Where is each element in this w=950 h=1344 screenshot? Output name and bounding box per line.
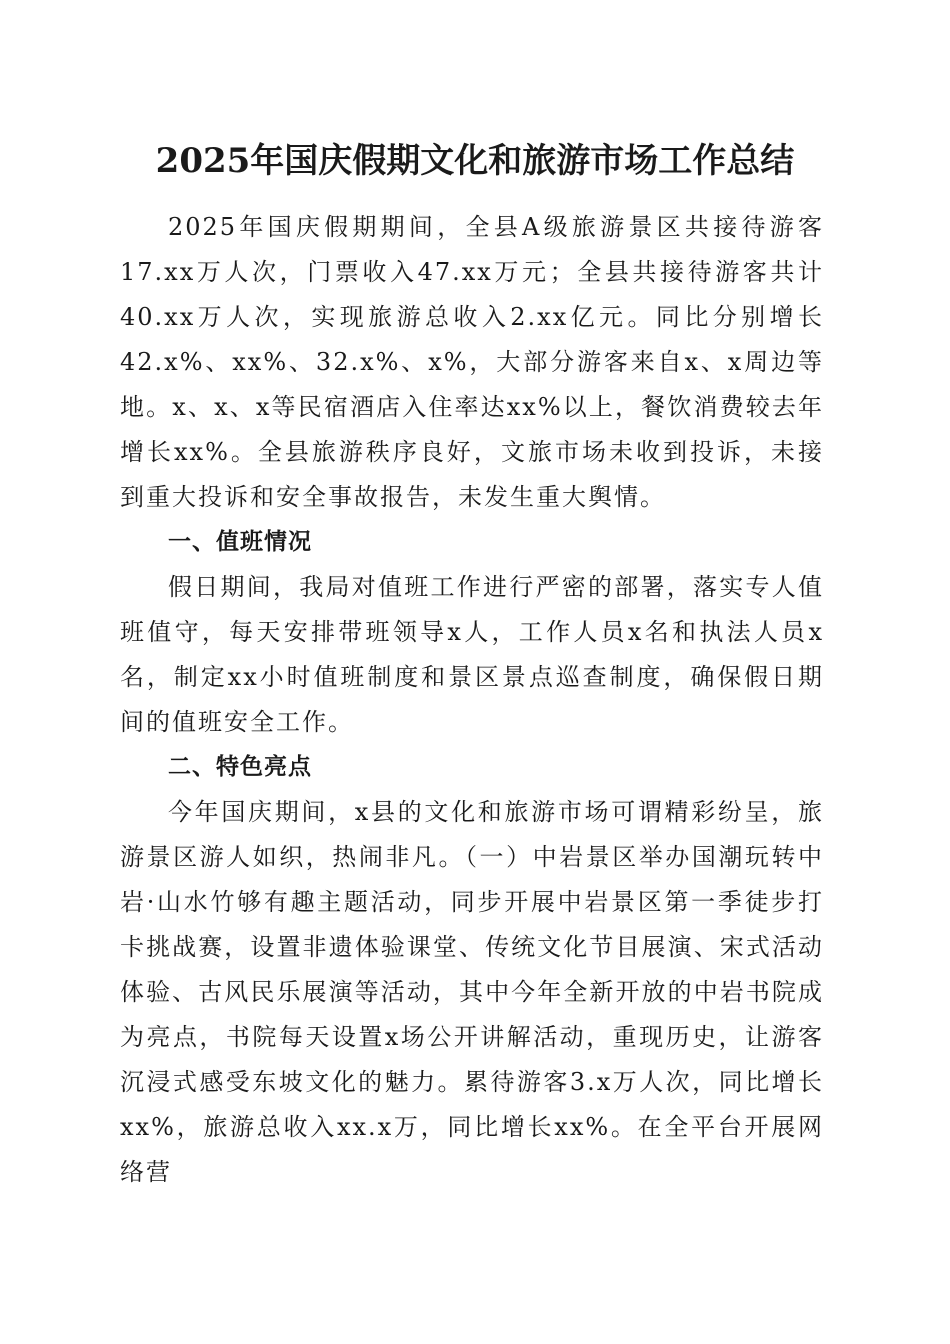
section-paragraph-duty: 假日期间，我局对值班工作进行严密的部署，落实专人值班值守，每天安排带班领导x人，工作人员x名和执法人员x名，制定xx小时值班制度和景区景点巡查制度，确保假日期间的值班安全工作。 — [120, 573, 824, 736]
document-body — [120, 205, 824, 1195]
section-heading-highlights: 二、特色亮点 — [168, 754, 312, 780]
document-title: 2025年国庆假期文化和旅游市场工作总结 — [155, 141, 795, 181]
intro-paragraph: 2025年国庆假期期间，全县A级旅游景区共接待游客17.xx万人次，门票收入47.xx万元；全县共接待游客共计40.xx万人次，实现旅游总收入2.xx亿元。同比分别增长42.x%、xx%、32.x%、x%，大部分游客来自x、x周边等地。x、x、x等民宿酒店入住率达xx%以上，餐饮消费较去年增长xx%。全县旅游秩序良好，文旅市场未收到投诉，未接到重大投诉和安全事故报告，未发生重大舆情。 — [120, 213, 824, 511]
section-heading-duty: 一、值班情况 — [168, 529, 312, 555]
section-paragraph-highlights: 今年国庆期间，x县的文化和旅游市场可谓精彩纷呈，旅游景区游人如织，热闹非凡。（一）中岩景区举办国潮玩转中岩·山水竹够有趣主题活动，同步开展中岩景区第一季徒步打卡挑战赛，设置非遗体验课堂、传统文化节目展演、宋式活动体验、古风民乐展演等活动，其中今年全新开放的中岩书院成为亮点，书院每天设置x场公开讲解活动，重现历史，让游客沉浸式感受东坡文化的魅力。累待游客3.x万人次，同比增长xx%，旅游总收入xx.x万，同比增长xx%。在全平台开展网络营 — [120, 798, 824, 1186]
